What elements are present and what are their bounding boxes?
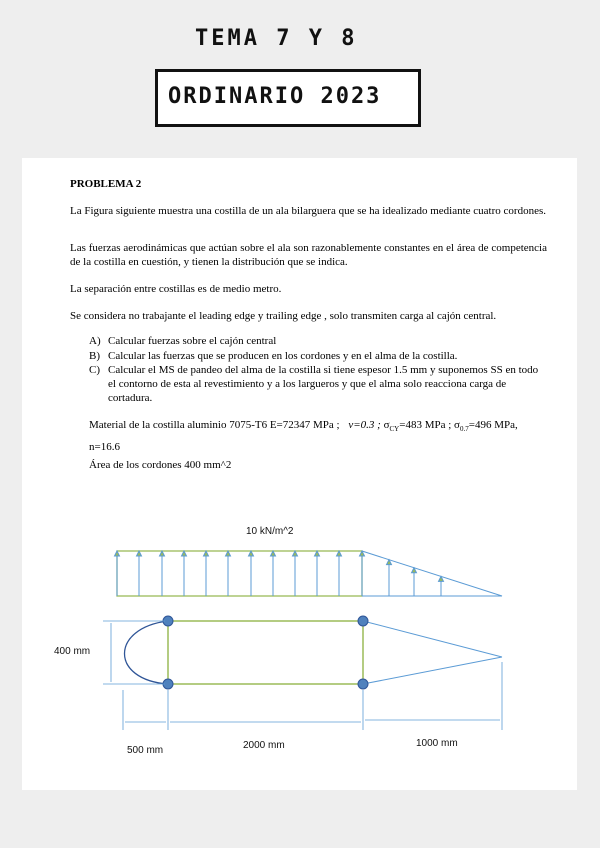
paragraph-1: La Figura siguiente muestra una costilla de un ala bilarguera que se ha idealizado mediante cuatro cordones. (70, 205, 546, 217)
load-arrow-head (293, 551, 298, 556)
item-text-b: Calcular las fuerzas que se producen en los cordones y en el alma de la costilla. (108, 350, 458, 362)
material-prefix: Material de la costilla aluminio 7075-T6 E=72347 MPa ; (89, 419, 340, 431)
load-arrow-head (315, 551, 320, 556)
load-arrow-head (160, 551, 165, 556)
sigma-cy-symbol: σ (383, 419, 390, 431)
paragraph-2: Las fuerzas aerodinámicas que actúan sobre el ala son razonablemente constantes en el área de competencia de la costilla en cuestión, y tienen la distribución que se indica. (70, 242, 547, 268)
load-arrow-head (137, 551, 142, 556)
exam-title: TEMA 7 Y 8 (195, 26, 358, 51)
item-text-a: Calcular fuerzas sobre el cajón central (108, 335, 277, 347)
load-arrow-head (204, 551, 209, 556)
paragraph-4: Se considera no trabajante el leading edge y trailing edge , solo transmiten carga al cajón central. (70, 310, 497, 322)
leading-edge-dim-label: 500 mm (127, 745, 164, 756)
dimension-lines (103, 621, 502, 730)
load-rectangle (117, 551, 362, 596)
box-dim-label: 2000 mm (243, 740, 285, 751)
load-triangle (362, 551, 502, 596)
distributed-load (115, 551, 503, 596)
load-arrow-head (337, 551, 342, 556)
poisson-ratio: ν=0.3 ; (348, 419, 381, 431)
sigma-07-value: =496 MPa, (468, 419, 518, 431)
item-marker-a: A) (89, 335, 101, 347)
item-marker-c: C) (89, 364, 100, 376)
exam-session: ORDINARIO 2023 (168, 84, 382, 109)
load-arrow-head (115, 551, 120, 556)
problem-heading: PROBLEMA 2 (70, 178, 142, 190)
sigma-07-subscript: 0.7 (459, 425, 469, 434)
load-arrow-head (249, 551, 254, 556)
height-label: 400 mm (54, 646, 91, 657)
load-arrow-head (271, 551, 276, 556)
rib-geometry (125, 616, 503, 689)
load-label: 10 kN/m^2 (246, 526, 294, 537)
sigma-cy-value: =483 MPa ; (399, 419, 452, 431)
trailing-edge-upper (363, 621, 502, 657)
item-text-c: Calcular el MS de pandeo del alma de la costilla si tiene espesor 1.5 mm y suponemos SS en todo el contorno de esta al revestimiento y a los largueros y que el alma solo reacciona carga de cortadura. (108, 364, 539, 404)
central-box (168, 621, 363, 684)
chord-node-bottom-right (358, 679, 368, 689)
load-arrow-head (226, 551, 231, 556)
sigma-07-symbol: σ (454, 419, 460, 431)
sigma-cy-subscript: CY (389, 425, 400, 434)
trailing-edge-lower (363, 657, 502, 684)
chord-node-top-right (358, 616, 368, 626)
trailing-edge-dim-label: 1000 mm (416, 738, 458, 749)
load-arrow-head (182, 551, 187, 556)
chord-area: Área de los cordones 400 mm^2 (89, 459, 232, 471)
ramberg-osgood-n: n=16.6 (89, 441, 120, 454)
item-marker-b: B) (89, 350, 100, 362)
paragraph-3: La separación entre costillas es de medio metro. (70, 283, 282, 295)
leading-edge-arc (125, 621, 169, 684)
